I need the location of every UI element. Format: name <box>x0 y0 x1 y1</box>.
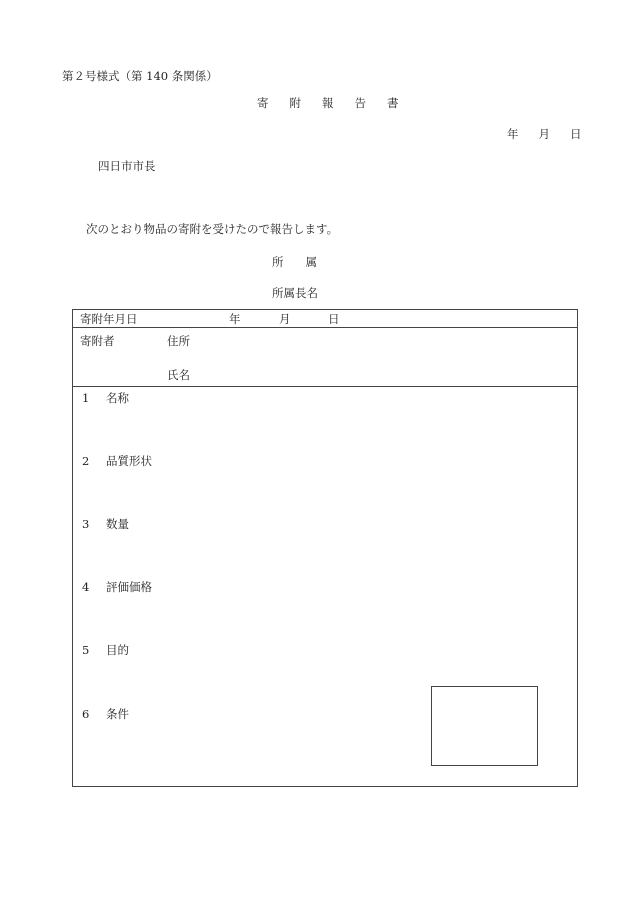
item-purpose <box>82 645 129 657</box>
name-label: 氏名 <box>167 368 190 382</box>
item-label: 名称 <box>106 391 129 405</box>
title-char: 報 <box>322 96 335 110</box>
date-day-label: 日 <box>570 127 582 141</box>
item-label: 品質形状 <box>106 454 152 468</box>
item-label: 評価価格 <box>106 580 152 594</box>
item-value <box>82 582 152 594</box>
item-number: 5 <box>82 643 90 657</box>
donation-date-label: 寄附年月日 <box>80 312 138 326</box>
item-quantity <box>82 519 129 531</box>
date-year-label: 年 <box>507 127 519 141</box>
item-label: 数量 <box>106 517 129 531</box>
department-label <box>272 257 339 269</box>
item-name <box>82 393 129 405</box>
donation-date-month: 月 <box>279 312 291 326</box>
body-text: 次のとおり物品の寄附を受けたので報告します。 <box>86 222 339 236</box>
report-date <box>507 129 582 141</box>
donation-date-year: 年 <box>229 312 241 326</box>
department-char: 属 <box>305 255 317 269</box>
donation-form-table <box>72 309 578 787</box>
title-char: 附 <box>289 96 302 110</box>
item-number: 4 <box>82 580 90 594</box>
department-head-label: 所属長名 <box>272 286 318 300</box>
item-number: 1 <box>82 391 90 405</box>
donation-date-day: 日 <box>328 312 340 326</box>
date-month-label: 月 <box>538 127 550 141</box>
item-conditions <box>82 709 129 721</box>
table-divider <box>73 327 577 328</box>
title-char: 寄 <box>257 96 270 110</box>
item-number: 3 <box>82 517 90 531</box>
address-label: 住所 <box>167 334 190 348</box>
form-number: 第２号様式（第 140 条関係） <box>62 69 218 83</box>
title-char: 告 <box>354 96 367 110</box>
department-char: 所 <box>272 255 284 269</box>
table-divider <box>73 386 577 387</box>
item-label: 条件 <box>106 707 129 721</box>
stamp-box <box>431 686 538 766</box>
donor-label: 寄附者 <box>80 334 115 348</box>
title-char: 書 <box>387 96 400 110</box>
document-title <box>257 98 420 110</box>
item-number: 6 <box>82 707 90 721</box>
item-quality <box>82 456 152 468</box>
item-label: 目的 <box>106 643 129 657</box>
addressee: 四日市市長 <box>98 159 156 173</box>
item-number: 2 <box>82 454 90 468</box>
